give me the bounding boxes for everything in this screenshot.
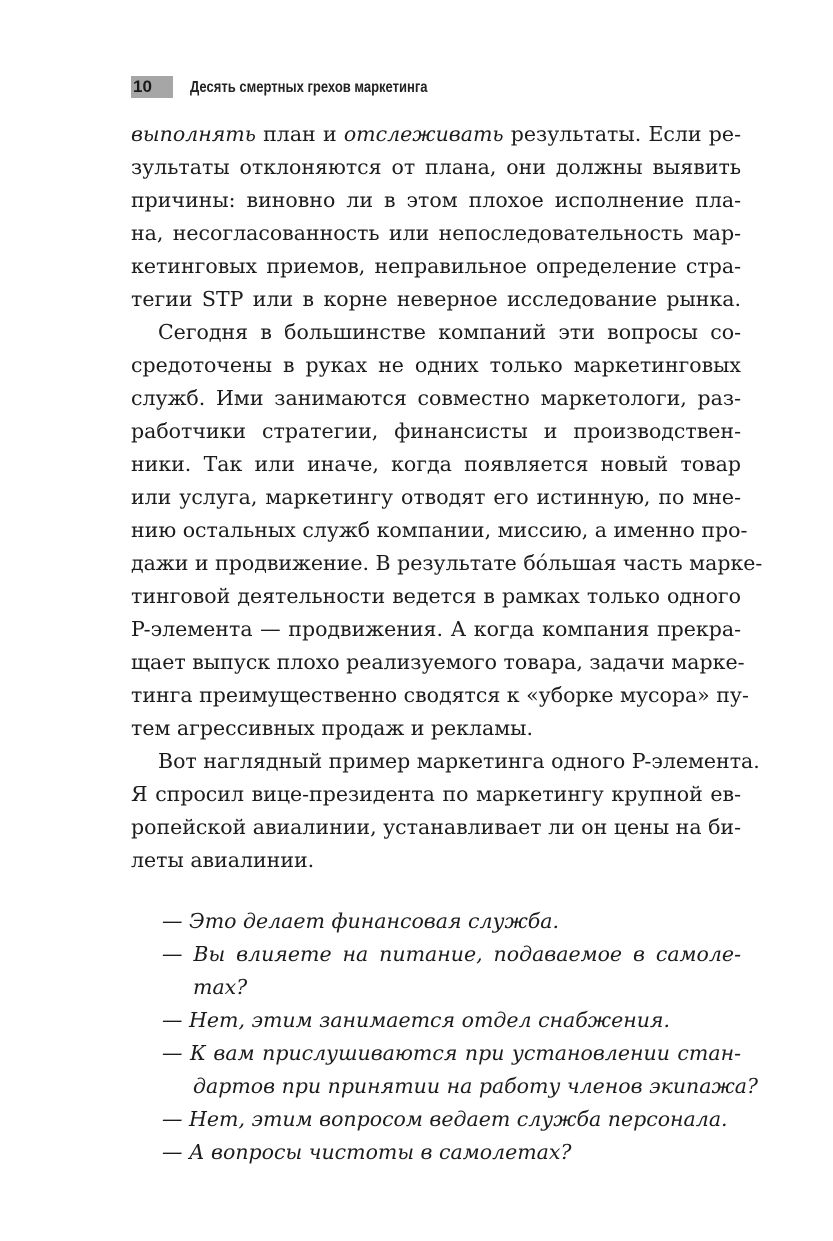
dialogue-line: дартов при принятии на работу членов экипажа? (193, 1074, 758, 1098)
dialogue-line: — Нет, этим вопросом ведает служба персонала. (162, 1107, 728, 1131)
paragraph-3-line: Вот наглядный пример маркетинга одного P-элемента. (158, 749, 760, 773)
paragraph-3-line: ропейской авиалинии, устанавливает ли он цены на би- (131, 815, 741, 839)
paragraph-2-line: работчики стратегии, финансисты и производствен- (131, 419, 741, 443)
emphasis: отслеживать (343, 122, 504, 146)
dialogue-line: — К вам прислушиваются при установлении стан- (162, 1041, 741, 1065)
dialogue-line: — Это делает финансовая служба. (162, 909, 560, 933)
dialogue-line: — Вы влияете на питание, подаваемое в самоле- (162, 942, 741, 966)
paragraph-3-line: леты авиалинии. (131, 848, 315, 872)
paragraph-1-line: кетинговых приемов, неправильное определение стра- (131, 254, 741, 278)
paragraph-2-line: служб. Ими занимаются совместно маркетологи, раз- (131, 386, 741, 410)
running-title: Десять смертных грехов маркетинга (190, 79, 428, 96)
paragraph-1-line: тегии STP или в корне неверное исследование рынка. (131, 287, 741, 311)
paragraph-1-line: причины: виновно ли в этом плохое исполнение пла- (131, 188, 741, 212)
text-run: план и (255, 122, 344, 146)
text-run: результаты. Если ре- (503, 122, 741, 146)
paragraph-2-line: или услуга, маркетингу отводят его истинную, по мне- (131, 485, 741, 509)
paragraph-3-line: Я спросил вице-президента по маркетингу крупной ев- (131, 782, 741, 806)
paragraph-2-line: нию остальных служб компании, миссию, а именно про- (131, 518, 748, 542)
page-header (131, 76, 731, 98)
emphasis: выполнять (131, 122, 256, 146)
paragraph-2-line: тем агрессивных продаж и рекламы. (131, 716, 533, 740)
paragraph-1-line: на, несогласованность или непоследовательность мар- (131, 221, 741, 245)
paragraph-2-line: тинга преимущественно сводятся к «уборке мусора» пу- (131, 683, 749, 707)
paragraph-2-line: тинговой деятельности ведется в рамках только одного (131, 584, 741, 608)
paragraph-2-line: ники. Так или иначе, когда появляется новый товар (131, 452, 741, 476)
paragraph-2-line: дажи и продвижение. В результате бóльшая часть марке- (131, 551, 763, 575)
paragraph-1-line (131, 118, 741, 151)
paragraph-2-line: щает выпуск плохо реализуемого товара, задачи марке- (131, 650, 745, 674)
dialogue-line: — А вопросы чистоты в самолетах? (162, 1140, 572, 1164)
page-number: 10 (131, 76, 173, 98)
paragraph-2-line: Сегодня в большинстве компаний эти вопросы со- (158, 320, 741, 344)
dialogue-line: — Нет, этим занимается отдел снабжения. (162, 1008, 671, 1032)
paragraph-2-line: P-элемента — продвижения. А когда компания прекра- (131, 617, 741, 641)
paragraph-1-line: зультаты отклоняются от плана, они должны выявить (131, 155, 741, 179)
dialogue-line: тах? (193, 975, 248, 999)
paragraph-2-line: средоточены в руках не одних только маркетинговых (131, 353, 741, 377)
